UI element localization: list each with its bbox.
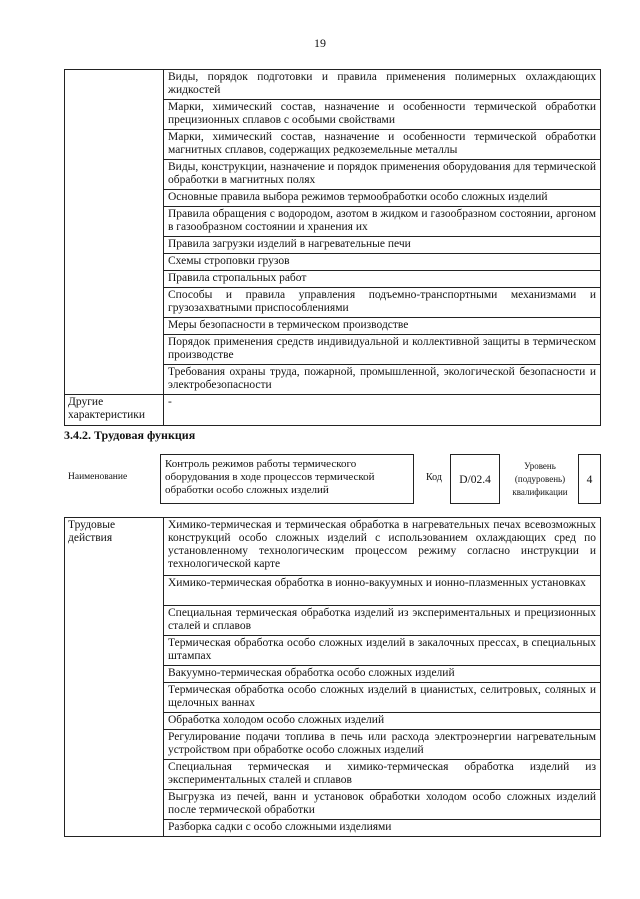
labor-action-item: Выгрузка из печей, ванн и установок обработки холодом особо сложных изделий после термической обработки: [164, 790, 601, 820]
labor-action-item: Химико-термическая и термическая обработка в нагревательных печах всевозможных конструкций особо сложных изделий с использованием охлаждающих сред по установленному технологическим процессом режиму согласно инструкции и технологической карте: [164, 518, 601, 576]
labor-action-item: Регулирование подачи топлива в печь или расхода электроэнергии нагревательным устройством при обработке особо сложных изделий: [164, 730, 601, 760]
labor-action-item: Химико-термическая обработка в ионно-вакуумных и ионно-плазменных установках: [164, 576, 601, 606]
knowledge-item: Виды, порядок подготовки и правила применения полимерных охлаждающих жидкостей: [164, 70, 601, 100]
function-header: [64, 454, 601, 504]
labor-action-item: Обработка холодом особо сложных изделий: [164, 713, 601, 730]
name-label: Наименование: [68, 472, 128, 482]
knowledge-label-cell: [65, 70, 164, 395]
labor-action-item: Специальная термическая обработка изделий из экспериментальных и прецизионных сталей и сплавов: [164, 606, 601, 636]
knowledge-item: Правила загрузки изделий в нагревательные печи: [164, 237, 601, 254]
knowledge-item: Требования охраны труда, пожарной, промышленной, экологической безопасности и электробезопасности: [164, 365, 601, 395]
labor-action-item: Термическая обработка особо сложных изделий в закалочных прессах, в специальных штампах: [164, 636, 601, 666]
level-label: Уровень (подуровень) квалификации: [512, 461, 568, 497]
labor-actions-table: [64, 517, 601, 837]
knowledge-item: Виды, конструкции, назначение и порядок применения оборудования для термической обработки в магнитных полях: [164, 160, 601, 190]
knowledge-item: Правила обращения с водородом, азотом в жидком и газообразном состоянии, аргоном в газообразном состоянии и хранения их: [164, 207, 601, 237]
knowledge-item: Основные правила выбора режимов термообработки особо сложных изделий: [164, 190, 601, 207]
knowledge-table: [64, 69, 601, 426]
labor-action-item: Термическая обработка особо сложных изделий в цианистых, селитровых, соляных и щелочных ваннах: [164, 683, 601, 713]
knowledge-item: Схемы строповки грузов: [164, 254, 601, 271]
labor-actions-label: Трудовые действия: [65, 518, 164, 837]
knowledge-item: Порядок применения средств индивидуальной и коллективной защиты в термическом производстве: [164, 335, 601, 365]
knowledge-item: Меры безопасности в термическом производстве: [164, 318, 601, 335]
labor-action-item: Разборка садки с особо сложными изделиями: [164, 820, 601, 837]
level-box: 4: [578, 454, 601, 504]
other-characteristics-label: Другие характеристики: [65, 395, 164, 426]
knowledge-item: Марки, химический состав, назначение и особенности термической обработки магнитных сплавов, содержащих редкоземельные металлы: [164, 130, 601, 160]
other-characteristics-value: -: [164, 395, 601, 426]
code-box: D/02.4: [450, 454, 500, 504]
function-name-box: Контроль режимов работы термического оборудования в ходе процессов термической обработки особо сложных изделий: [160, 454, 414, 504]
page-number: 19: [314, 36, 326, 50]
code-label: Код: [426, 472, 442, 483]
knowledge-item: Правила стропальных работ: [164, 271, 601, 288]
section-title: 3.4.2. Трудовая функция: [64, 428, 196, 442]
labor-action-item: Вакуумно-термическая обработка особо сложных изделий: [164, 666, 601, 683]
labor-action-item: Специальная термическая и химико-термическая обработка изделий из экспериментальных сталей и сплавов: [164, 760, 601, 790]
knowledge-item: Марки, химический состав, назначение и особенности термической обработки прецизионных сплавов с особыми свойствами: [164, 100, 601, 130]
knowledge-item: Способы и правила управления подъемно-транспортными механизмами и грузозахватными приспособлениями: [164, 288, 601, 318]
